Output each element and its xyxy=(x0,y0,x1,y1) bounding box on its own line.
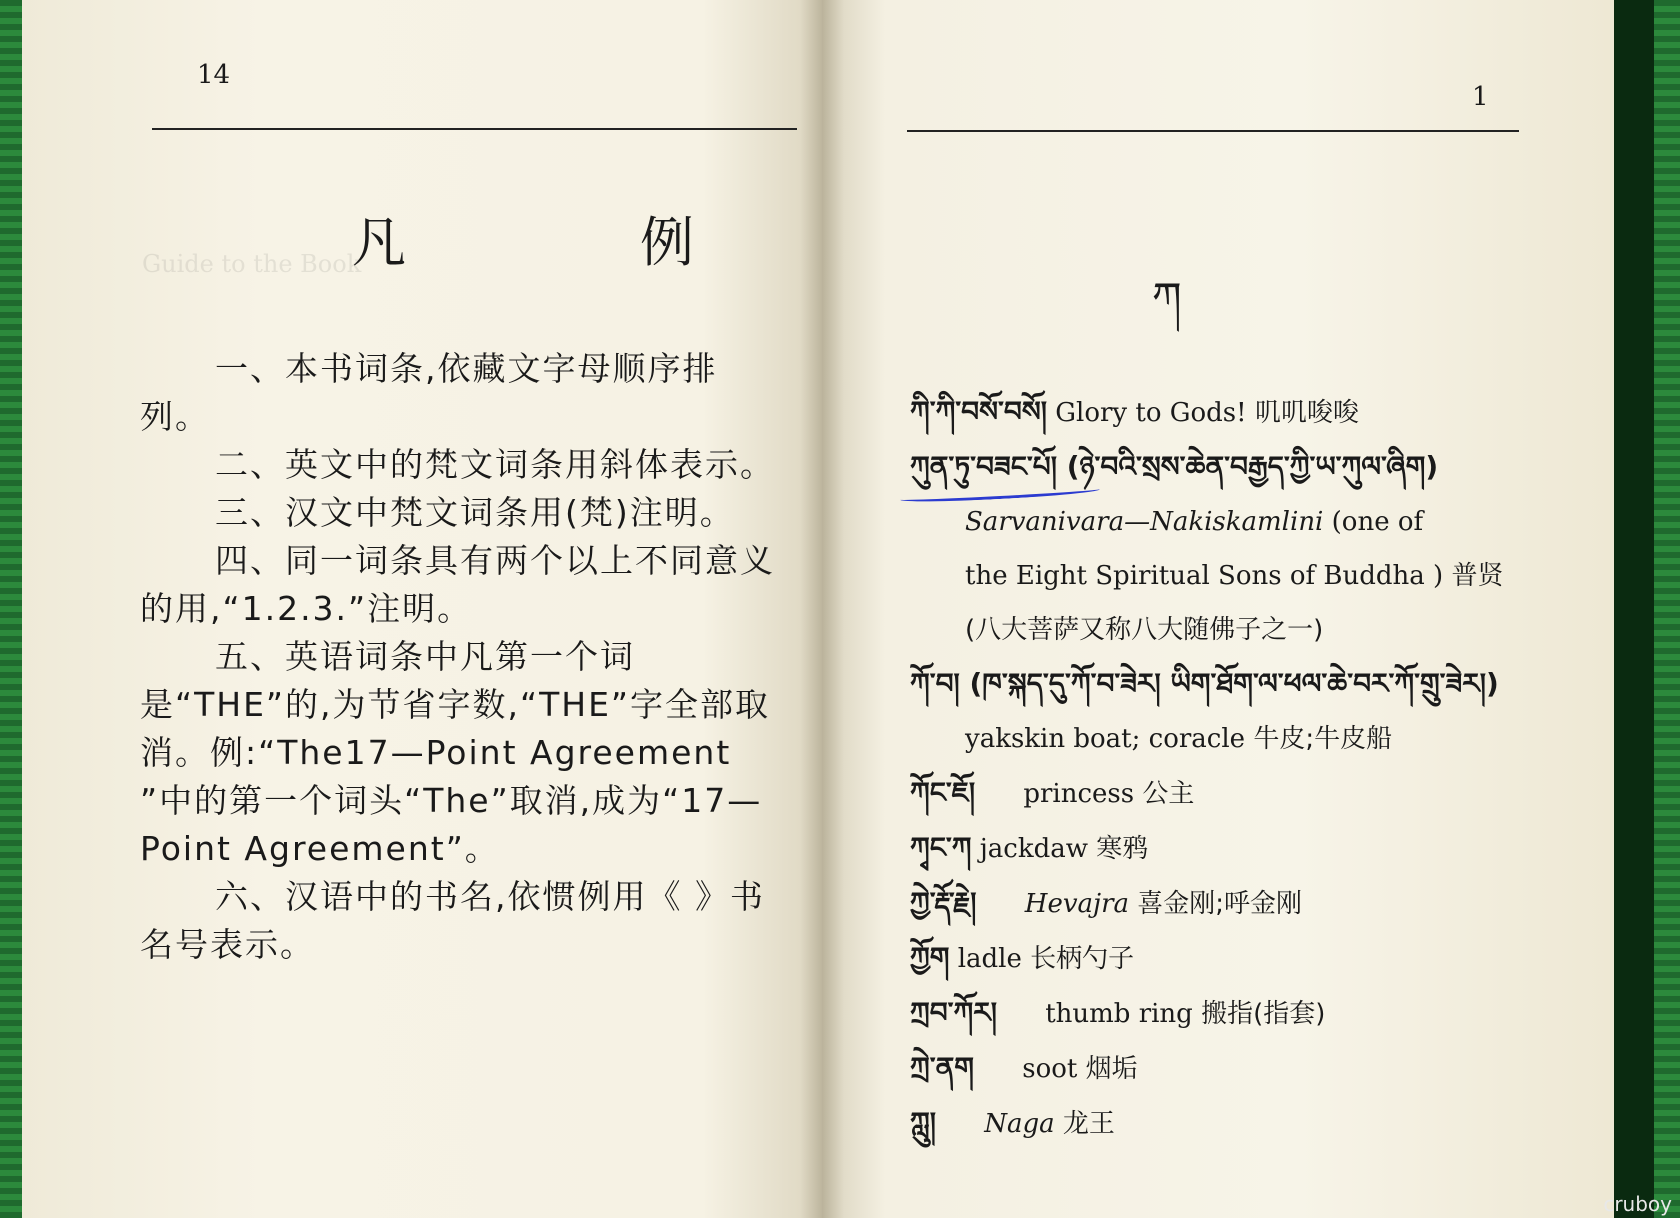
dictionary-entries xyxy=(910,385,1590,1151)
dictionary-entry xyxy=(910,657,1590,766)
dictionary-entry xyxy=(910,821,1590,876)
english-gloss: (one of xyxy=(1331,507,1424,537)
guide-paragraph: 六、汉语中的书名,依惯例用《 》书名号表示。 xyxy=(140,877,765,964)
guide-paragraph: 四、同一词条具有两个以上不同意义的用,“1.2.3.”注明。 xyxy=(140,541,775,628)
page-number: 1 xyxy=(1472,82,1489,112)
tibetan-headword: ཀུན་ཏུ་བཟང་པོ། (ཉེ་བའི་སྲས་ཆེན་བརྒྱད་ཀྱི་ཡ་ཀུལ་ཞིག) xyxy=(910,450,1439,483)
dictionary-entry xyxy=(910,1096,1590,1151)
chinese-gloss: 烟垢 xyxy=(1085,1054,1138,1084)
book-cover-edge-right xyxy=(1654,0,1680,1218)
dictionary-entry xyxy=(910,440,1590,657)
english-gloss: Glory to Gods! xyxy=(1055,398,1247,428)
sanskrit-term: Hevajra xyxy=(1024,889,1130,919)
page-title: 凡 例 xyxy=(352,211,784,274)
english-gloss: princess xyxy=(1023,779,1135,809)
chinese-gloss: 长柄勺子 xyxy=(1030,944,1135,974)
tibetan-headword: ཀྱོག xyxy=(910,941,950,974)
chinese-gloss: 寒鸦 xyxy=(1096,834,1149,864)
dictionary-entry xyxy=(910,766,1590,821)
tibetan-headword: ཀི་ཀི་བསོ་བསོ། xyxy=(910,395,1047,428)
chinese-gloss: 普贤 xyxy=(1451,561,1504,591)
page-number: 14 xyxy=(197,60,231,90)
tibetan-headword: ཀྭང་ཀ xyxy=(910,831,972,864)
tibetan-headword: ཀྲེ་ནག xyxy=(910,1051,974,1084)
section-letter: ཀ xyxy=(1152,273,1182,322)
chinese-gloss: 叽叽唆唆 xyxy=(1254,398,1359,428)
english-gloss: jackdaw xyxy=(979,834,1089,864)
guide-text xyxy=(140,345,780,969)
english-gloss: ladle xyxy=(957,944,1022,974)
tibetan-headword: ཀྲབ་ཀོར། xyxy=(910,996,997,1029)
dictionary-entry xyxy=(910,385,1590,440)
guide-paragraph: 三、汉文中梵文词条用(梵)注明。 xyxy=(215,493,735,532)
english-gloss-continued: the Eight Spiritual Sons of Buddha ) xyxy=(965,561,1444,591)
tibetan-headword: ཀླུ། xyxy=(910,1106,936,1139)
header-rule xyxy=(152,128,797,130)
english-gloss: soot xyxy=(1022,1054,1078,1084)
chinese-gloss: 公主 xyxy=(1142,779,1195,809)
dictionary-entry xyxy=(910,931,1590,986)
chinese-gloss: 牛皮;牛皮船 xyxy=(1253,724,1393,754)
dictionary-entry xyxy=(910,1041,1590,1096)
tibetan-headword: ཀོ་བ། (ཁ་སྐད་དུ་ཀོ་བ་ཟེར། ཡིག་ཐོག་ལ་ཕལ་ཆེ་བར་ཀོ་གྲུ་ཟེར།) xyxy=(910,667,1499,700)
guide-paragraph: 一、本书词条,依藏文字母顺序排列。 xyxy=(140,349,718,436)
guide-paragraph: 二、英文中的梵文词条用斜体表示。 xyxy=(215,445,775,484)
chinese-gloss: 龙王 xyxy=(1062,1109,1115,1139)
chinese-gloss: 喜金刚;呼金刚 xyxy=(1137,889,1303,919)
chinese-gloss-continued: (八大菩萨又称八大随佛子之一) xyxy=(965,615,1324,645)
bleed-through-text: Guide to the Book xyxy=(142,250,362,278)
right-page xyxy=(822,0,1614,1218)
english-gloss: thumb ring xyxy=(1045,999,1193,1029)
dictionary-entry xyxy=(910,986,1590,1041)
dictionary-entry xyxy=(910,876,1590,931)
sanskrit-term: Sarvanivara—Nakiskamlini xyxy=(965,507,1324,537)
sanskrit-term: Naga xyxy=(984,1109,1055,1139)
tibetan-headword: ཀོང་ཇོ། xyxy=(910,776,976,809)
header-rule xyxy=(907,130,1519,132)
tibetan-headword: ཀྱེ་རྡོ་རྗེ། xyxy=(910,886,977,919)
watermark: cruboy xyxy=(1603,1192,1672,1216)
guide-paragraph: 五、英语词条中凡第一个词是“THE”的,为节省字数,“THE”字全部取消。例:“The17—Point Agreement ”中的第一个词头“The”取消,成为“17—Point Agreement”。 xyxy=(140,637,771,868)
english-gloss: yakskin boat; coracle xyxy=(965,724,1246,754)
chinese-gloss: 搬指(指套) xyxy=(1201,999,1326,1029)
left-page xyxy=(22,0,822,1218)
